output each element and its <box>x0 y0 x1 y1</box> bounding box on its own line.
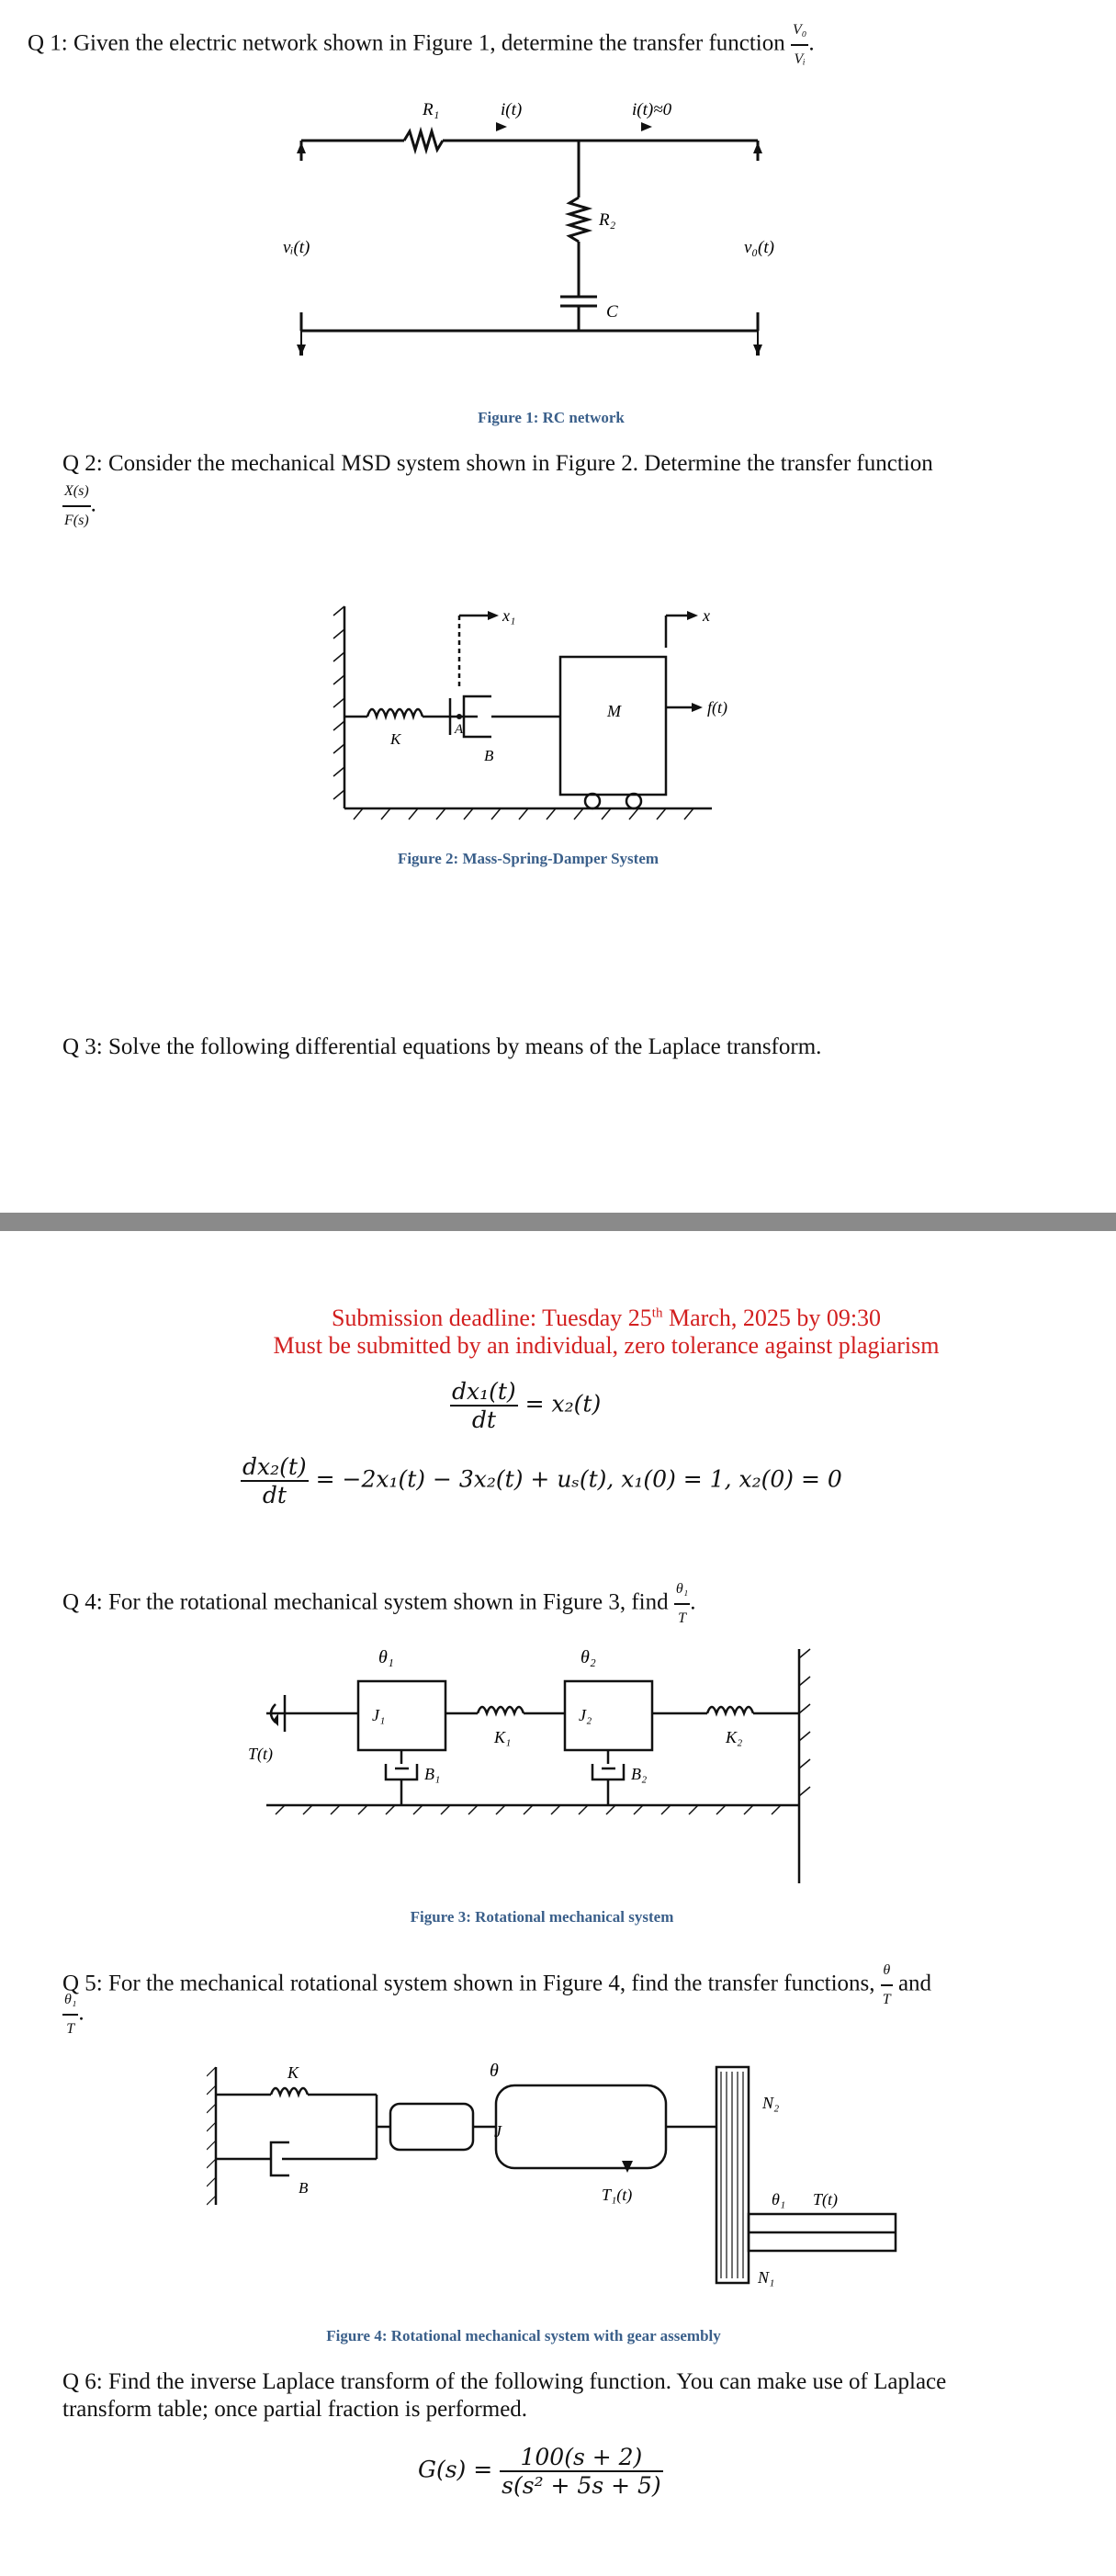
fig3-t-label: T(t) <box>248 1745 273 1763</box>
fig3-k1-label: K₁ <box>494 1728 512 1746</box>
q2-fraction: $\frac{X(s)}{F(s)}$ . <box>62 478 96 535</box>
q4-text: Q 4: For the rotational mechanical system shown in Figure 3, find $\frac{\text{θ₁}}{T}$ . <box>62 1576 696 1633</box>
fig4-t1-label: T₁(t) <box>602 2186 633 2204</box>
equation-1: $\frac{\text{dx₁(t)}}{dt}$ = x₂(t) <box>452 1378 602 1433</box>
figure-3-caption: Figure 3: Rotational mechanical system <box>410 1908 674 1926</box>
q6-line1: Q 6: Find the inverse Laplace transform of the following function. You can make use of Laplace <box>62 2369 947 2394</box>
fig2-m-label: M <box>607 702 621 720</box>
fig2-b-label: B <box>484 747 494 764</box>
deadline-line1: Submission deadline: Tuesday 25th March, 2025 by 09:30 <box>331 1305 882 1331</box>
page-separator <box>0 1213 1116 1231</box>
q3-text: Q 3: Solve the following differential equations by means of the Laplace transform. <box>62 1034 822 1059</box>
fig4-j-label: J <box>494 2122 502 2141</box>
figure-1-caption: Figure 1: RC network <box>478 409 625 426</box>
fig3-b1-label: B₁ <box>424 1765 441 1783</box>
fig3-b2-label: B₂ <box>631 1765 648 1783</box>
q1-text: Q 1: Given the electric network shown in Figure 1, determine the transfer function $\frac{\text{V₀}}{\text{Vᵢ}}$ . <box>28 17 815 73</box>
fig2-f-label: f(t) <box>707 698 727 717</box>
fig2-x1-label: x₁ <box>502 606 516 625</box>
figure-2-msd <box>326 588 730 836</box>
fig2-x-label: x <box>703 606 710 625</box>
deadline-line2: Must be submitted by an individual, zero tolerance against plagiarism <box>273 1332 940 1359</box>
fig4-theta-label: θ <box>490 2061 499 2081</box>
transfer-function-gs: G(s) = $\frac{100(s + 2)}{\text{s(s² + 5s + 5)}}$ <box>418 2444 661 2499</box>
q1-fraction: $\frac{\text{V₀}}{\text{Vᵢ}}$ <box>791 17 808 73</box>
fig3-k2-label: K₂ <box>726 1728 743 1746</box>
equation-2: $\frac{\text{dx₂(t)}}{dt}$ = −2x₁(t) − 3x₂(t) + uₛ(t), x₁(0) = 1, x₂(0) = 0 <box>242 1453 842 1508</box>
q6-line2: transform table; once partial fraction is performed. <box>62 2397 528 2422</box>
fig4-k-label: K <box>287 2063 299 2082</box>
fig4-n1-label: N₁ <box>758 2268 775 2287</box>
fig4-theta1-label: θ₁ <box>772 2190 786 2209</box>
fig4-n2-label: N₂ <box>762 2094 780 2112</box>
figure-3-rotational <box>248 1631 817 1897</box>
figure-4-gear-assembly <box>207 2058 905 2306</box>
fig4-b-label: B <box>299 2179 309 2197</box>
q2-line1: Q 2: Consider the mechanical MSD system shown in Figure 2. Determine the transfer function <box>62 451 933 476</box>
q5-fraction-2: $\frac{\text{θ₁}}{T}$ . <box>62 1986 85 2043</box>
q5-text: Q 5: For the mechanical rotational system shown in Figure 4, find the transfer functions, $\frac{\theta}{T}$ and <box>62 1957 931 2014</box>
figure-1-rc-network <box>266 87 790 400</box>
figure-4-caption: Figure 4: Rotational mechanical system with gear assembly <box>326 2327 721 2344</box>
fig1-r2-label: R₂ <box>599 210 616 230</box>
fig3-theta2-label: θ₂ <box>581 1647 596 1667</box>
fig1-c-label: C <box>606 302 618 322</box>
fig1-vi-label: vᵢ(t) <box>283 238 310 257</box>
fig2-k-label: K <box>390 730 401 748</box>
fig2-a-label: A <box>455 722 464 737</box>
fig4-t-label: T(t) <box>813 2190 838 2209</box>
fig1-vo-label: v₀(t) <box>744 238 774 257</box>
fig1-i0-label: i(t)≈0 <box>632 100 672 119</box>
fig3-j2-label: J₂ <box>579 1706 592 1724</box>
fig3-theta1-label: θ₁ <box>378 1647 394 1667</box>
fig3-j1-label: J₁ <box>372 1706 386 1724</box>
fig1-r1-label: R₁ <box>423 100 440 119</box>
figure-2-caption: Figure 2: Mass-Spring-Damper System <box>397 850 659 867</box>
fig1-i-label: i(t) <box>501 100 523 119</box>
